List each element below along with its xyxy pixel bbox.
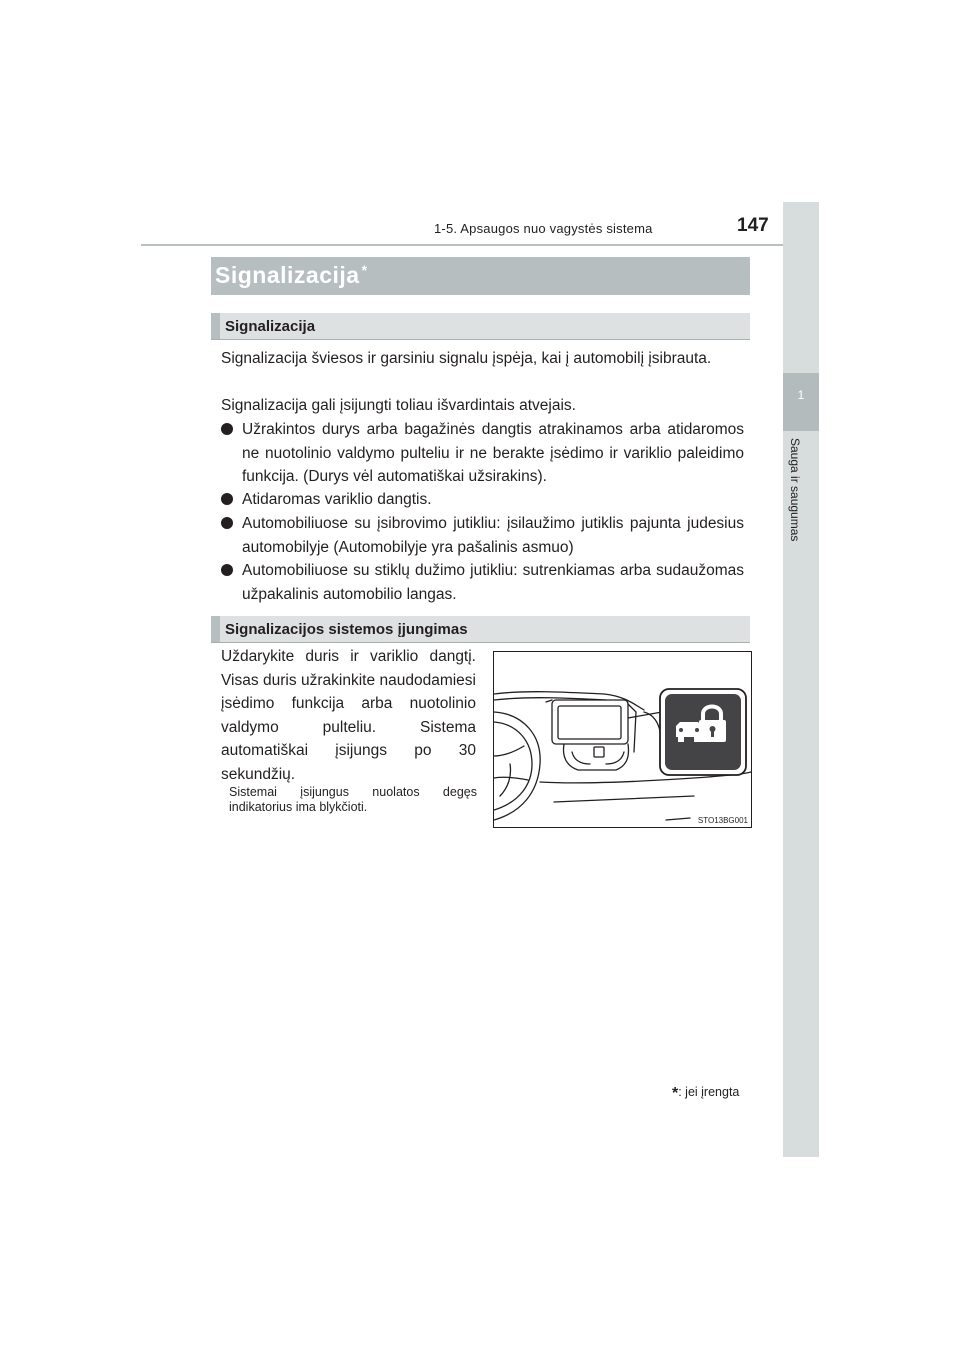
conditions-intro: Signalizacija gali įsijungti toliau išvardintais atvejais.	[221, 397, 576, 414]
section-heading: Signalizacija	[225, 318, 316, 335]
chapter-title: Sauga ir saugumas	[788, 438, 802, 542]
section-heading: Signalizacijos sistemos įjungimas	[225, 621, 468, 638]
footnote-marker: *	[672, 1085, 679, 1102]
list-item	[221, 488, 744, 512]
list-item	[221, 559, 744, 606]
figure-code: STO13BG001	[697, 816, 748, 825]
chapter-thumb-tab	[783, 202, 819, 1157]
bullet-icon	[221, 493, 233, 505]
list-item-text: Automobiliuose su stiklų dužimo jutikliu: sutrenkiamas arba sudaužomas užpakalinis automobilio langas.	[242, 562, 744, 603]
page-number: 147	[737, 215, 769, 236]
dashboard-illustration	[494, 652, 751, 827]
running-header-section: 1-5. Apsaugos nuo vagystės sistema	[434, 221, 653, 236]
bullet-icon	[221, 423, 233, 435]
intro-paragraph: Signalizacija šviesos ir garsiniu signalu įspėja, kai į automobilį įsibrauta.	[221, 350, 712, 367]
bullet-icon	[221, 517, 233, 529]
footnote-text: : jei įrengta	[678, 1085, 740, 1099]
list-item	[221, 418, 744, 489]
header-rule	[141, 244, 819, 246]
page-title-text: Signalizacija	[215, 262, 360, 288]
chapter-number-box	[783, 373, 819, 431]
page-title	[215, 262, 368, 289]
arming-paragraph: Uždarykite duris ir variklio dangtį. Visas duris užrakinkite naudodamiesi įsėdimo funkcija arba nuotolinio valdymo pulteliu. Sistema automatiškai įsijungs po 30 sekundžių.	[221, 648, 476, 783]
bullet-icon	[221, 564, 233, 576]
list-item-text: Užrakintos durys arba bagažinės dangtis atrakinamos arba atidaromos ne nuotolinio valdymo pulteliu ir ne berakte įsėdimo ir variklio paleidimo funkcija. (Durys vėl automatiškai užsirakins).	[242, 421, 744, 485]
title-optional-marker: *	[361, 262, 368, 278]
footnote	[672, 1085, 739, 1103]
dashboard-figure	[493, 651, 752, 828]
list-item-text: Automobiliuose su įsibrovimo jutikliu: įsilaužimo jutiklis pajunta judesius automobilyje (Automobilyje yra pašalinis asmuo)	[242, 515, 744, 556]
arming-note: Sistemai įsijungus nuolatos degęs indikatorius ima blykčioti.	[229, 785, 477, 814]
chapter-number: 1	[797, 388, 805, 402]
list-item	[221, 512, 744, 559]
list-item-text: Atidaromas variklio dangtis.	[242, 491, 432, 508]
